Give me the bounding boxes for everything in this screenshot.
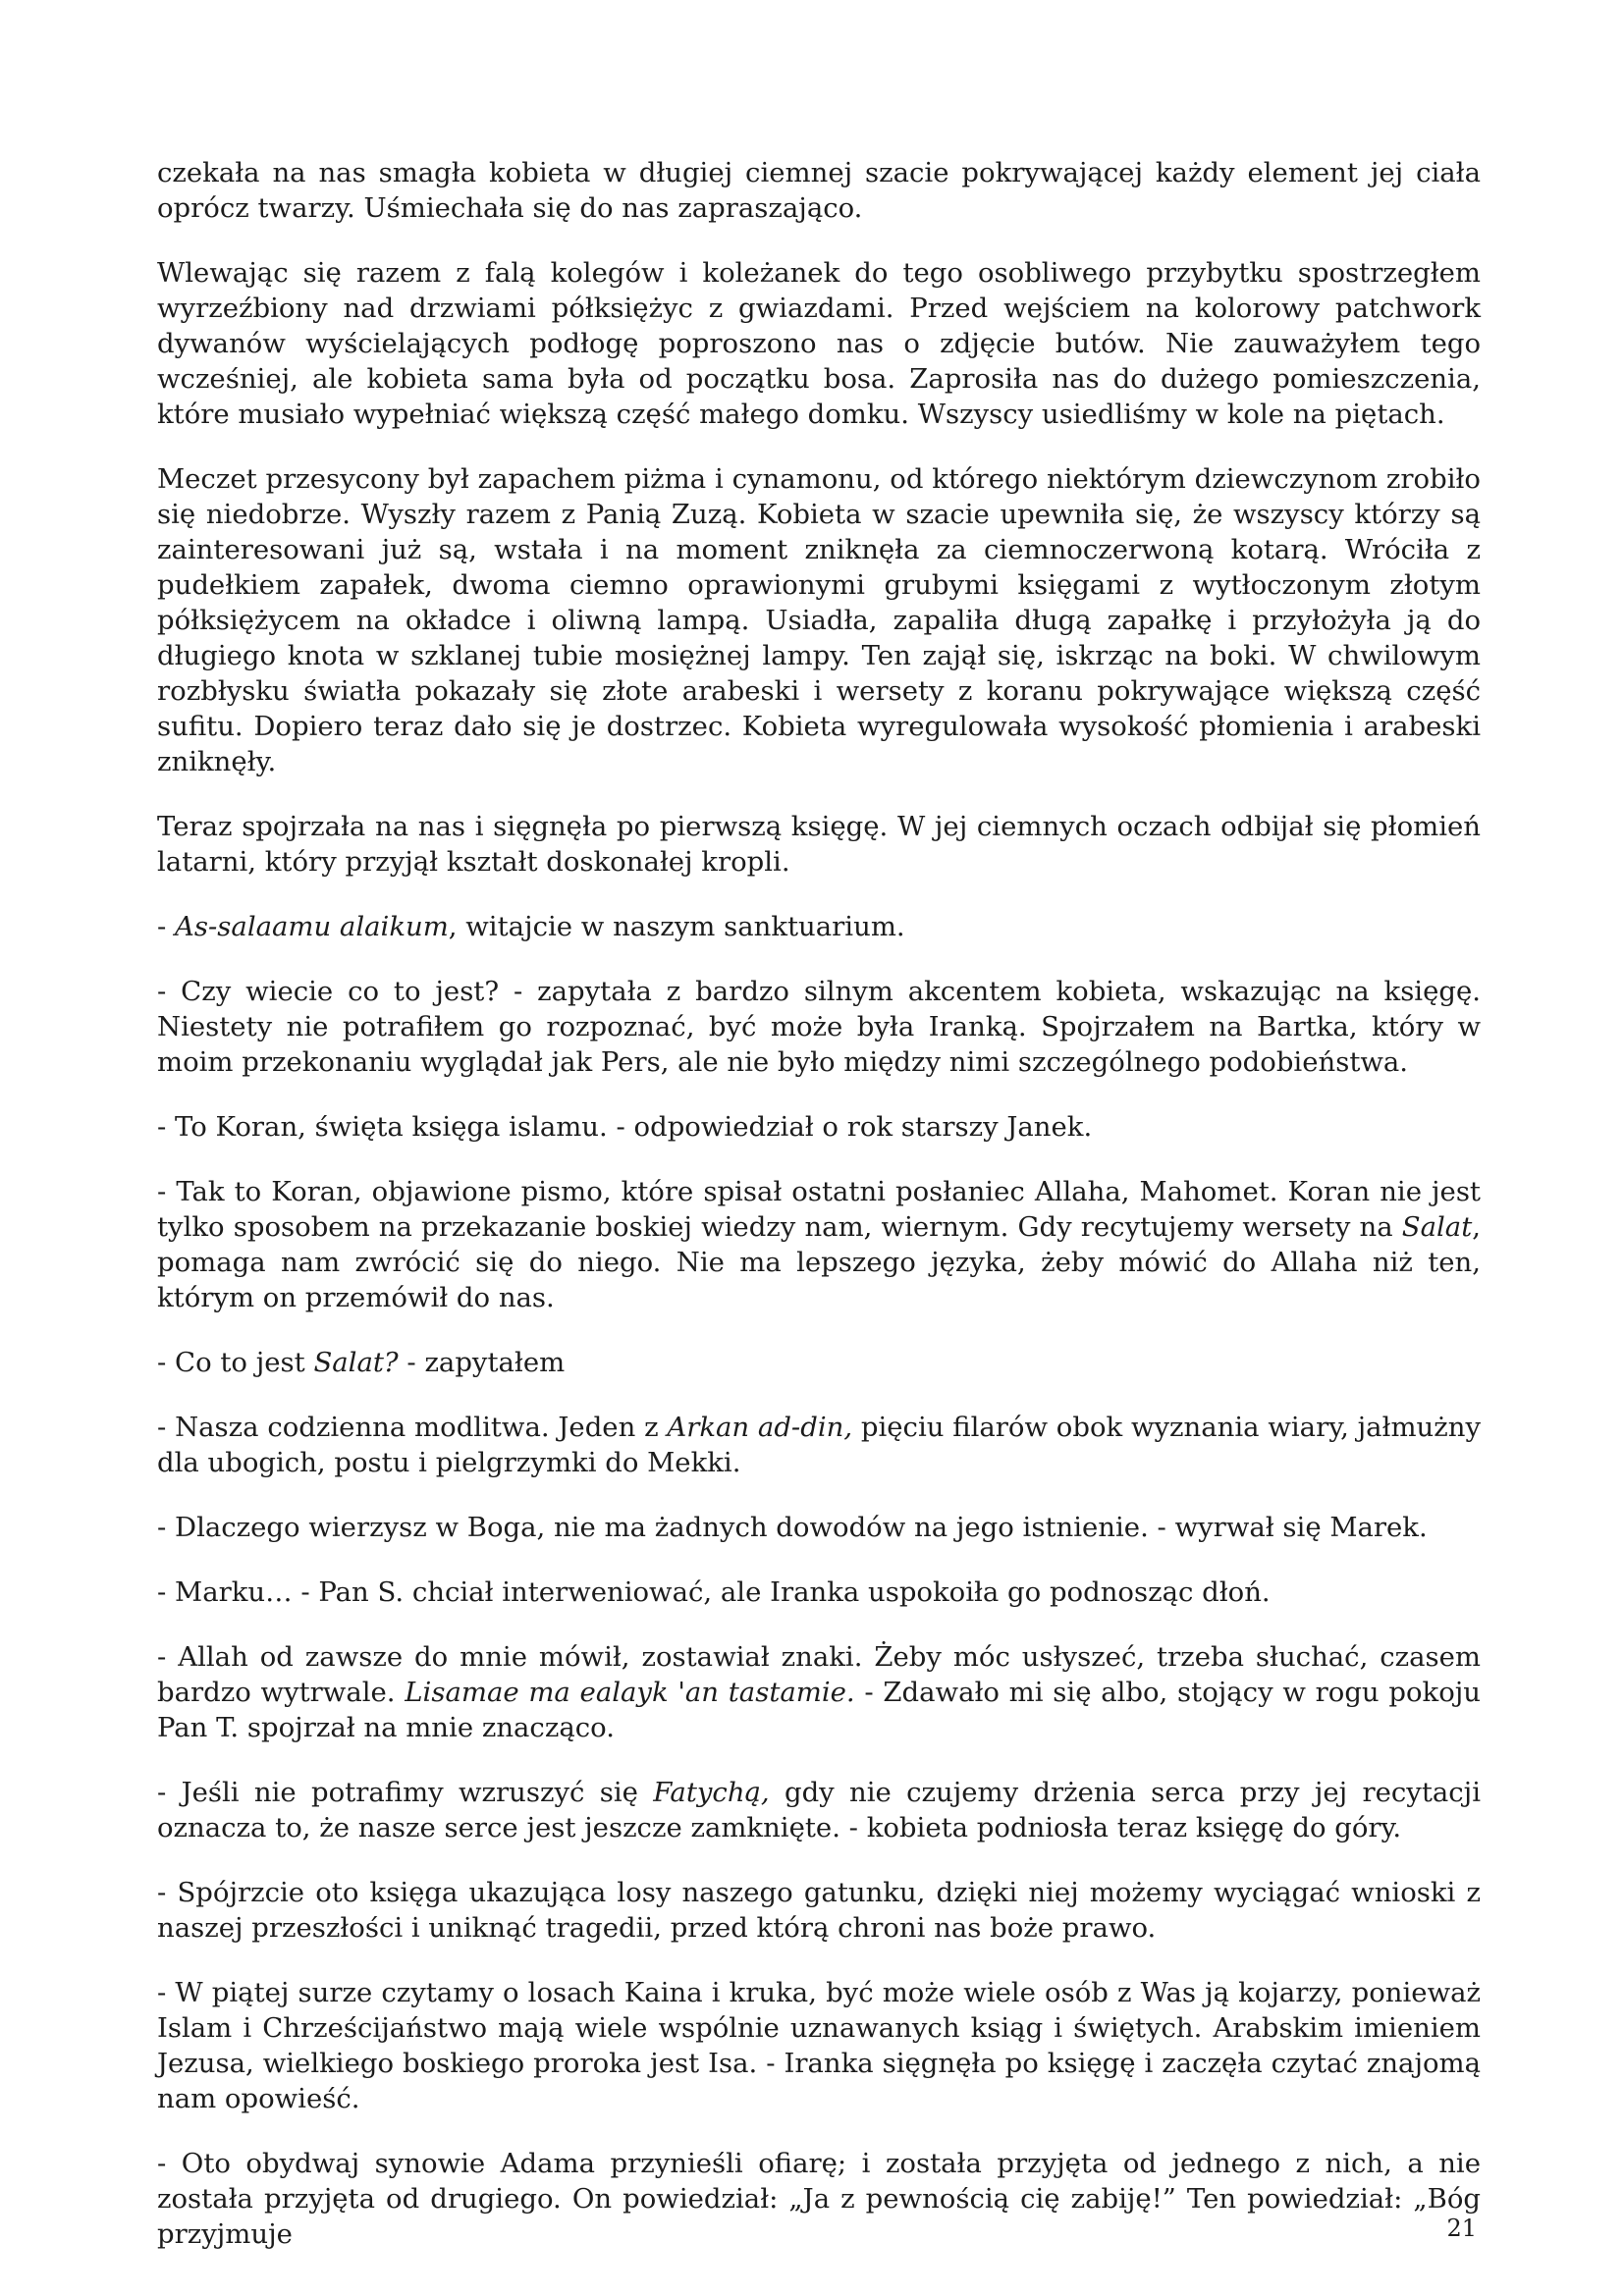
paragraph <box>157 1510 1481 1545</box>
paragraph <box>157 809 1481 880</box>
paragraph <box>157 1575 1481 1610</box>
paragraph-text: - Dlaczego wierzysz w Boga, nie ma żadnych dowodów na jego istnienie. - wyrwał się Marek. <box>157 1512 1428 1543</box>
paragraph <box>157 1975 1481 2116</box>
paragraph <box>157 255 1481 432</box>
paragraph <box>157 1775 1481 1845</box>
page-number: 21 <box>1446 2215 1477 2242</box>
italic-text: Lisamae ma ealayk 'an tastamie. <box>405 1677 855 1708</box>
paragraph-text: - Nasza codzienna modlitwa. Jeden z <box>157 1412 668 1443</box>
italic-text: Arkan ad-din, <box>667 1412 853 1443</box>
paragraph-text: - Co to jest <box>157 1347 314 1378</box>
paragraph-text: Teraz spojrzała na nas i sięgnęła po pierwszą księgę. W jej ciemnych oczach odbijał się płomień latarni, który przyjął kształt doskonałej kropli. <box>157 811 1481 878</box>
paragraph <box>157 974 1481 1080</box>
paragraph <box>157 1875 1481 1946</box>
paragraph-text: - Czy wiecie co to jest? - zapytała z bardzo silnym akcentem kobieta, wskazując na księgę. Niestety nie potrafiłem go rozpoznać, być może była Iranką. Spojrzałem na Bartka, który w moim przekonaniu wyglądał jak Pers, ale nie było między nimi szczególnego podobieństwa. <box>157 976 1481 1078</box>
paragraph <box>157 155 1481 226</box>
paragraph-text: gdy nie czujemy drżenia serca przy jej recytacji oznacza to, że nasze serce jest jeszcze zamknięte. - kobieta podniosła teraz księgę do góry. <box>157 1777 1482 1843</box>
paragraph-text: - Tak to Koran, objawione pismo, które spisał ostatni posłaniec Allaha, Mahomet. Koran nie jest tylko sposobem na przekazanie boskiej wiedzy nam, wiernym. Gdy recytujemy wersety na <box>157 1176 1481 1243</box>
paragraph <box>157 1174 1481 1315</box>
paragraph-text: - W piątej surze czytamy o losach Kaina i kruka, być może wiele osób z Was ją kojarzy, ponieważ Islam i Chrześcijaństwo mają wiele wspólnie uznawanych ksiąg i świętych. Arabskim imieniem Jezusa, wielkiego boskiego proroka jest Isa. - Iranka sięgnęła po księgę i zaczęła czytać znajomą nam opowieść. <box>157 1977 1481 2114</box>
paragraph-text: - Jeśli nie potrafimy wzruszyć się <box>157 1777 654 1808</box>
paragraph-text: - To Koran, święta księga islamu. - odpowiedział o rok starszy Janek. <box>157 1111 1093 1143</box>
paragraph-text: - Marku… - Pan S. chciał interweniować, ale Iranka uspokoiła go podnosząc dłoń. <box>157 1576 1271 1608</box>
paragraph-text: - zapytałem <box>398 1347 566 1378</box>
paragraph-text: Wlewając się razem z falą kolegów i koleżanek do tego osobliwego przybytku spostrzegłem wyrzeźbiony nad drzwiami półksiężyc z gwiazdami. Przed wejściem na kolorowy patchwork dywanów wyścielających podłogę poproszono nas o zdjęcie butów. Nie zauważyłem tego wcześniej, ale kobieta sama była od początku bosa. Zaprosiła nas do dużego pomieszczenia, które musiało wypełniać większą część małego domku. Wszyscy usiedliśmy w kole na piętach. <box>157 257 1481 430</box>
paragraph-text: Meczet przesycony był zapachem piżma i cynamonu, od którego niektórym dziewczynom zrobiło się niedobrze. Wyszły razem z Panią Zuzą. Kobieta w szacie upewniła się, że wszyscy którzy są zainteresowani już są, wstała i na moment zniknęła za ciemnoczerwoną kotarą. Wróciła z pudełkiem zapałek, dwoma ciemno oprawionymi grubymi księgami z wytłoczonym złotym półksiężycem na okładce i oliwną lampą. Usiadła, zapaliła długą zapałkę i przyłożyła ją do długiego knota w szklanej tubie mosiężnej lampy. Ten zajął się, iskrząc na boki. W chwilowym rozbłysku światła pokazały się złote arabeski i wersety z koranu pokrywające większą część sufitu. Dopiero teraz dało się je dostrzec. Kobieta wyregulowała wysokość płomienia i arabeski zniknęły. <box>157 463 1481 777</box>
paragraph <box>157 2146 1481 2252</box>
paragraph-text: , witajcie w naszym sanktuarium. <box>448 911 905 942</box>
italic-text: Salat <box>1401 1211 1473 1243</box>
italic-text: As-salaamu alaikum <box>175 911 449 942</box>
paragraph <box>157 1639 1481 1745</box>
paragraph <box>157 1345 1481 1380</box>
paragraph-text: - Spójrzcie oto księga ukazująca losy naszego gatunku, dzięki niej możemy wyciągać wnioski z naszej przeszłości i uniknąć tragedii, przed którą chroni nas boże prawo. <box>157 1877 1481 1944</box>
paragraph-text: pięciu filarów obok wyznania wiary, jałmużny dla ubogich, postu i pielgrzymki do Mekki. <box>157 1412 1481 1478</box>
page-body <box>157 155 1481 2281</box>
italic-text: Fatychą, <box>653 1777 770 1808</box>
italic-text: Salat? <box>313 1347 399 1378</box>
paragraph <box>157 1109 1481 1145</box>
paragraph-text: - Oto obydwaj synowie Adama przynieśli ofiarę; i została przyjęta od jednego z nich, a nie została przyjęta od drugiego. On powiedział: „Ja z pewnością cię zabiję!” Ten powiedział: „Bóg przyjmuje <box>157 2148 1481 2250</box>
paragraph-text: - Zdawało mi się albo, stojący w rogu pokoju Pan T. spojrzał na mnie znacząco. <box>157 1677 1481 1743</box>
paragraph-text: - <box>157 911 176 942</box>
paragraph <box>157 461 1481 779</box>
paragraph-text: czekała na nas smagła kobieta w długiej ciemnej szacie pokrywającej każdy element jej ciała oprócz twarzy. Uśmiechała się do nas zapraszająco. <box>157 157 1481 224</box>
paragraph <box>157 1410 1481 1480</box>
paragraph-text: , pomaga nam zwrócić się do niego. Nie ma lepszego języka, żeby mówić do Allaha niż ten, którym on przemówił do nas. <box>157 1211 1481 1313</box>
paragraph-text: - Allah od zawsze do mnie mówił, zostawiał znaki. Żeby móc usłyszeć, trzeba słuchać, czasem bardzo wytrwale. <box>157 1641 1481 1708</box>
paragraph <box>157 909 1481 944</box>
